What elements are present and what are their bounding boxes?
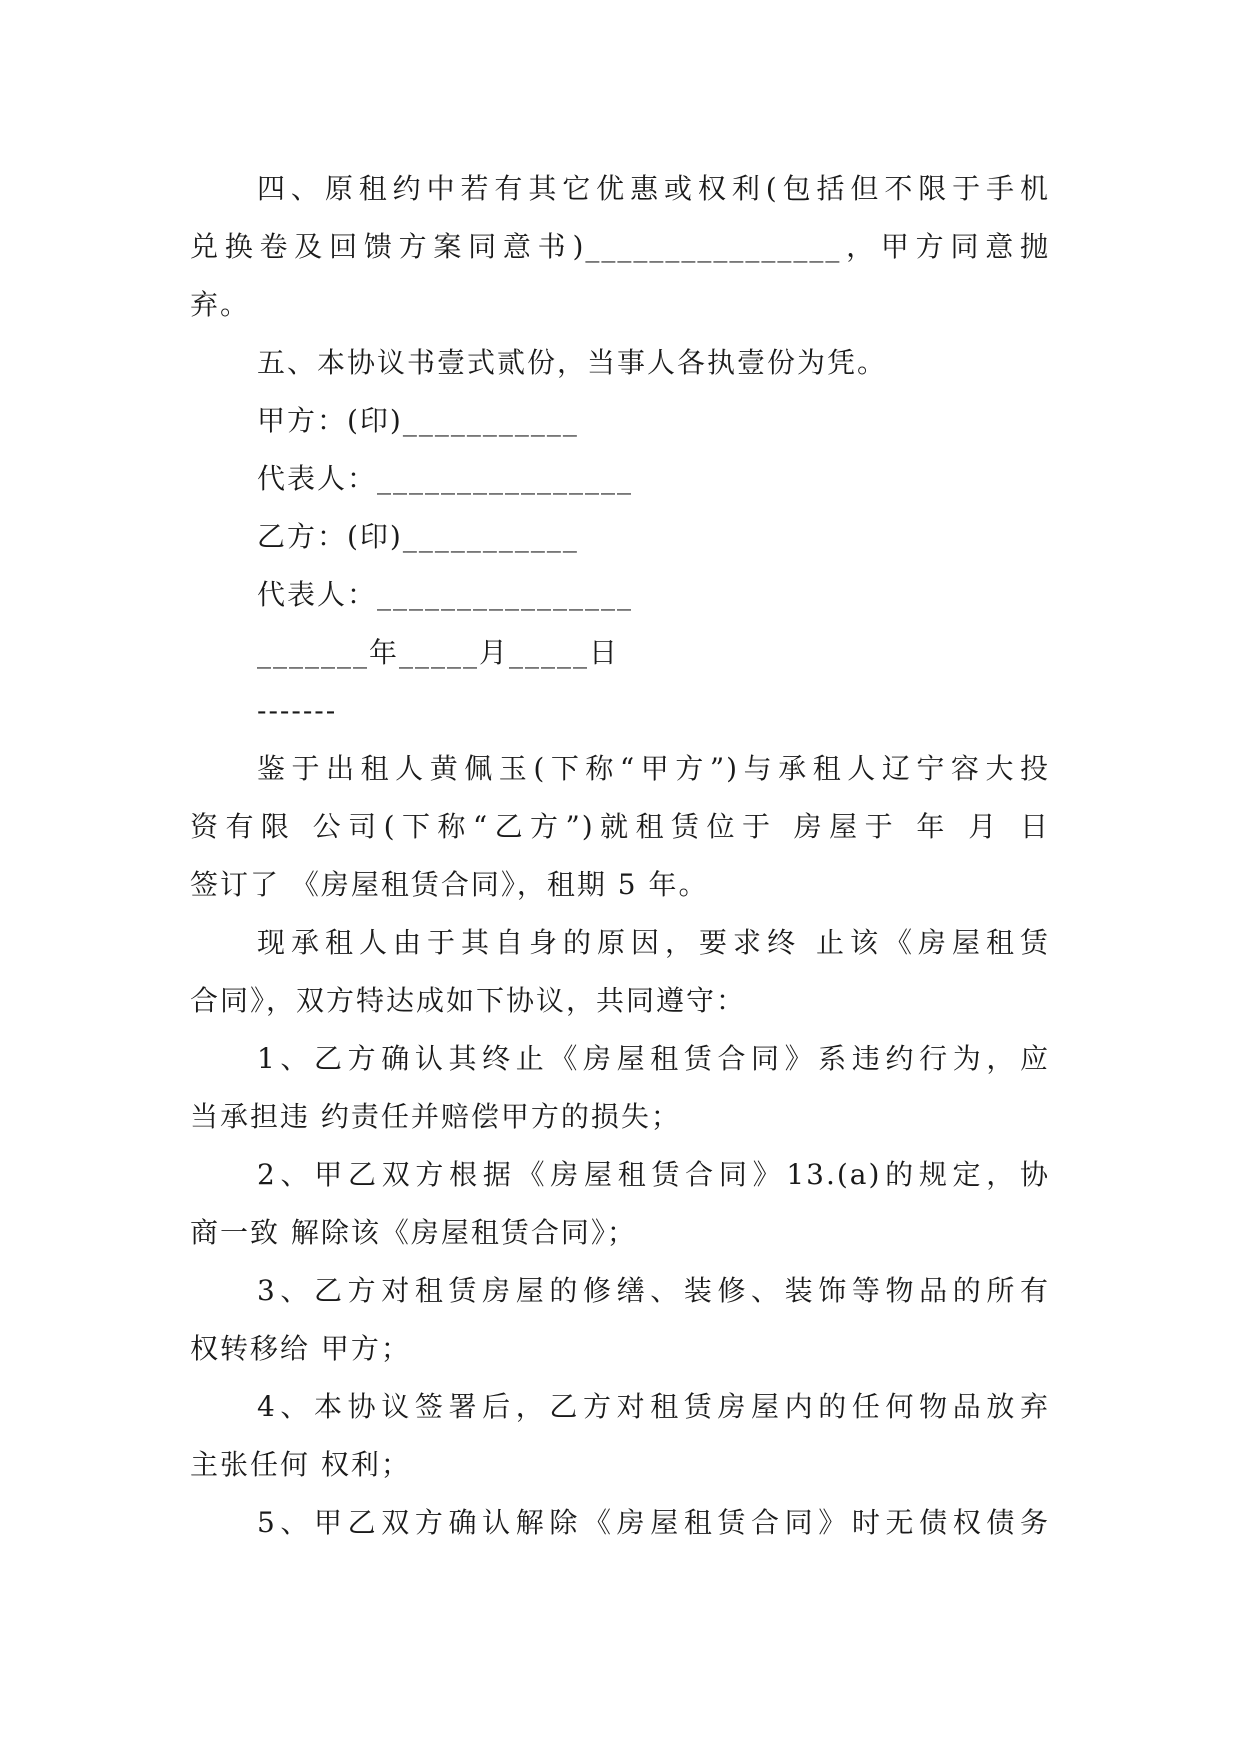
- reason-line-1: 现承租人由于其自身的原因，要求终 止该《房屋租赁: [257, 926, 1050, 959]
- term-2-line-1: 2、甲乙双方根据《房屋租赁合同》13.(a)的规定，协: [257, 1158, 1050, 1191]
- clause-4-line-3: 弃。: [190, 288, 251, 321]
- party-b-signature: 乙方：(印)___________: [257, 520, 579, 553]
- term-4-line-2: 主张任何 权利；: [190, 1448, 411, 1481]
- term-3-line-2: 权转移给 甲方；: [190, 1332, 411, 1365]
- term-5-line-1: 5、甲乙双方确认解除《房屋租赁合同》时无债权债务: [257, 1506, 1050, 1539]
- party-a-signature: 甲方：(印)___________: [257, 404, 579, 437]
- party-b-representative: 代表人：________________: [257, 578, 634, 611]
- term-1-line-1: 1、乙方确认其终止《房屋租赁合同》系违约行为，应: [257, 1042, 1050, 1075]
- document-body: [190, 160, 1050, 1552]
- term-1-line-2: 当承担违 约责任并赔偿甲方的损失；: [190, 1100, 681, 1133]
- date-line: _______年_____月_____日: [257, 636, 620, 669]
- term-4-line-1: 4、本协议签署后，乙方对租赁房屋内的任何物品放弃: [257, 1390, 1050, 1423]
- clause-4-line-2: 兑换卷及回馈方案同意书)________________，甲方同意抛: [190, 230, 1050, 263]
- clause-4-line-1: 四、原租约中若有其它优惠或权利(包括但不限于手机: [257, 172, 1050, 205]
- preamble-line-3: 签订了 《房屋租赁合同》，租期 5 年。: [190, 868, 709, 901]
- clause-5: 五、本协议书壹式贰份，当事人各执壹份为凭。: [257, 346, 888, 379]
- preamble-line-1: 鉴于出租人黄佩玉(下称“甲方”)与承租人辽宁容大投: [257, 752, 1050, 785]
- term-2-line-2: 商一致 解除该《房屋租赁合同》；: [190, 1216, 637, 1249]
- preamble-line-2: 资有限 公司(下称“乙方”)就租赁位于 房屋于 年 月 日: [190, 810, 1050, 843]
- party-a-representative: 代表人：________________: [257, 462, 634, 495]
- term-3-line-1: 3、乙方对租赁房屋的修缮、装修、装饰等物品的所有: [257, 1274, 1050, 1307]
- reason-line-2: 合同》，双方特达成如下协议，共同遵守：: [190, 984, 747, 1017]
- separator: -------: [257, 694, 338, 727]
